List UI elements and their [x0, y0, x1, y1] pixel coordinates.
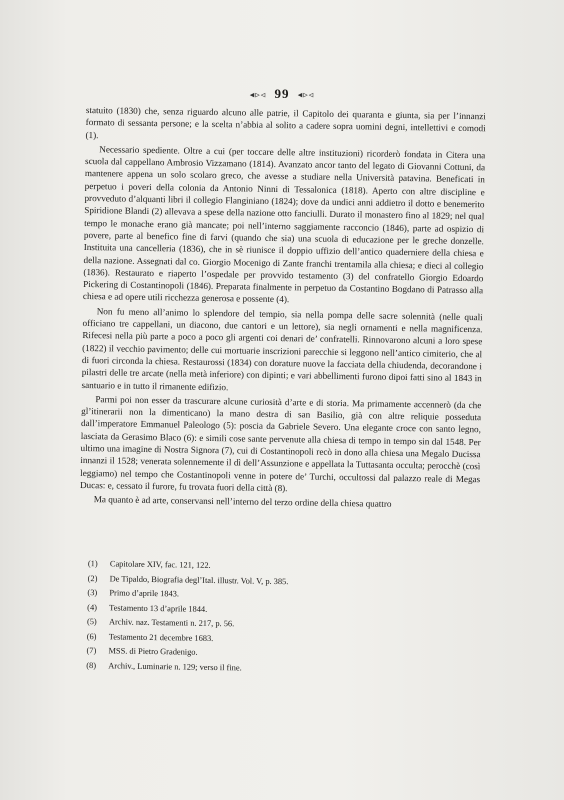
footnote-text: Capitolare XIV, fac. 121, 122. — [109, 559, 211, 570]
footnote-mark: (1) — [87, 559, 98, 569]
footnote-text: Archiv. naz. Testamenti n. 217, p. 56. — [108, 617, 235, 629]
footnote-text: Testamento 13 d’aprile 1844. — [109, 602, 208, 614]
footnote-mark: (7) — [86, 646, 97, 656]
body-text — [80, 104, 486, 514]
ornament-right: ◂▹◃ — [297, 89, 315, 100]
paragraph: Necessario spediente. Oltre a cui (per toccare delle altre instituzioni) ricorderò fondata in Citera una scuola dal cappellano Ambrosio Vizzamano (1814). Avanzato ancor tanto del legato di Giovanni Cottuni, da mantenere appena un solo scolaro greco, che avesse a studiare nella Università patavina. Beneficati in perpetuo i poveri della colonia da Antonio Ninni di Tessalonica (1818). Aperto con altre discipline e provveduto d’alquanti libri il collegio Flanginiano (1824); dove da undici anni addietro il dotto e benemerito Spiridione Blandi (2) allevava a spese della nazione otto fanciulli. Durato il monastero fino al 1829; nel qual tempo le monache erano già mancate; poi nell’interno saggiamente racconcio (1846), parte ad ospizio di povere, parte al benefico fine di farvi (quando che sia) una scuola di educazione per le greche donzelle. Instituita una cancelleria (1836), che in sè riunisce il doppio uffizio dell’antico quaderniere della chiesa e della nazione. Assegnati dal co. Giorgio Mocenigo di Zante franchi trentamila alla chiesa; e dieci al collegio (1836). Restaurato e riaperto l’ospedale per provvido testamento (3) del confratello Giorgio Edoardo Pickering di Costantinopoli (1846). Preparata finalmente in perpetuo da Costantino Bogdano di Patrasso alla chiesa e ad opere utili ricchezza generosa e possente (4). — [82, 144, 486, 305]
footnote-text: MSS. di Pietro Gradenigo. — [108, 646, 198, 657]
footnote-mark: (4) — [87, 602, 98, 612]
paragraph: statuito (1830) che, senza riguardo alcuno alle patrie, il Capitolo dei quaranta e giunta, sia per l’innanzi formato di sessanta persone; e la scelta n’abbia al solito a cadere sopra uomini degni, intellettivi e comodi (1). — [85, 104, 486, 140]
footnote-text: Primo d’aprile 1843. — [109, 588, 180, 599]
footnote-mark: (2) — [87, 573, 98, 583]
paragraph: Parmi poi non esser da trascurare alcune curiosità d’arte e di storia. Ma primamente accennerò (da che gl’itinerarii non la dimenticano) la mano destra di san Basilio, già con altre reliquie posseduta dall’imperatore Emmanuel Paleologo (5): poscia da Gabriele Severo. Una elegante croce con santo legno, lasciata da Gerasimo Blaco (6): e simili cose sante pervenute alla chiesa di tempo in tempo sin dal 1548. Per ultimo una imagine di Nostra Signora (7), cui di Costantinopoli recò in dono alla chiesa una Megalo Ducissa innanzi il 1528; venerata solennemente il dì dell’Assunzione e appellata la Tuttasanta occulta; perocchè (così leggiamo) nel tempo che Costantinopoli venne in potere de’ Turchi, occultossi dal palazzo reale di Megas Ducas: e, cessato il furore, fu trovata fuori della città (8). — [79, 394, 482, 494]
footnote-mark: (6) — [86, 631, 97, 641]
footnote-mark: (3) — [87, 588, 98, 598]
footnote-text: Testamento 21 decembre 1683. — [108, 631, 214, 643]
footnote-mark: (5) — [86, 617, 97, 627]
footnote-mark: (8) — [86, 660, 97, 670]
page-number: 99 — [274, 86, 290, 101]
footnote-text: Archiv., Luminarie n. 129; verso il fine. — [108, 660, 242, 672]
footnotes — [84, 557, 486, 679]
paragraph: Non fu meno all’animo lo splendore del tempio, sia nella pompa delle sacre solennità (nelle quali officiano tre cappellani, un diacono, due cantori e un lettore), sia negli ornamenti e nella magnificenza. Rifecesi nella più parte a poco a poco gli argenti coi denari de’ confratelli. Rinnovarono alcuni a loro spese (1822) il vecchio pavimento; delle cui mortuarie inscrizioni parecchie si leggono nell’antico cimiterio, che al di fuori circonda la chiesa. Restaurossi (1834) con dorature nuove la facciata della chiudenda, decorandone i pilastri delle tre arcate (nella metà inferiore) con dipinti; e vari abbellimenti furono dipoi fatti sino al 1843 in santuario e in tutto il rimanente edifizio. — [81, 305, 483, 392]
footnote-text: De Tipaldo, Biografia degl’Ital. illustr. Vol. V, p. 385. — [109, 573, 289, 586]
page-header — [0, 86, 564, 102]
ornament-left: ◂▹◃ — [249, 89, 267, 100]
paragraph: Ma quanto è ad arte, conservansi nell’interno del terzo ordine della chiesa quattro — [93, 494, 392, 510]
